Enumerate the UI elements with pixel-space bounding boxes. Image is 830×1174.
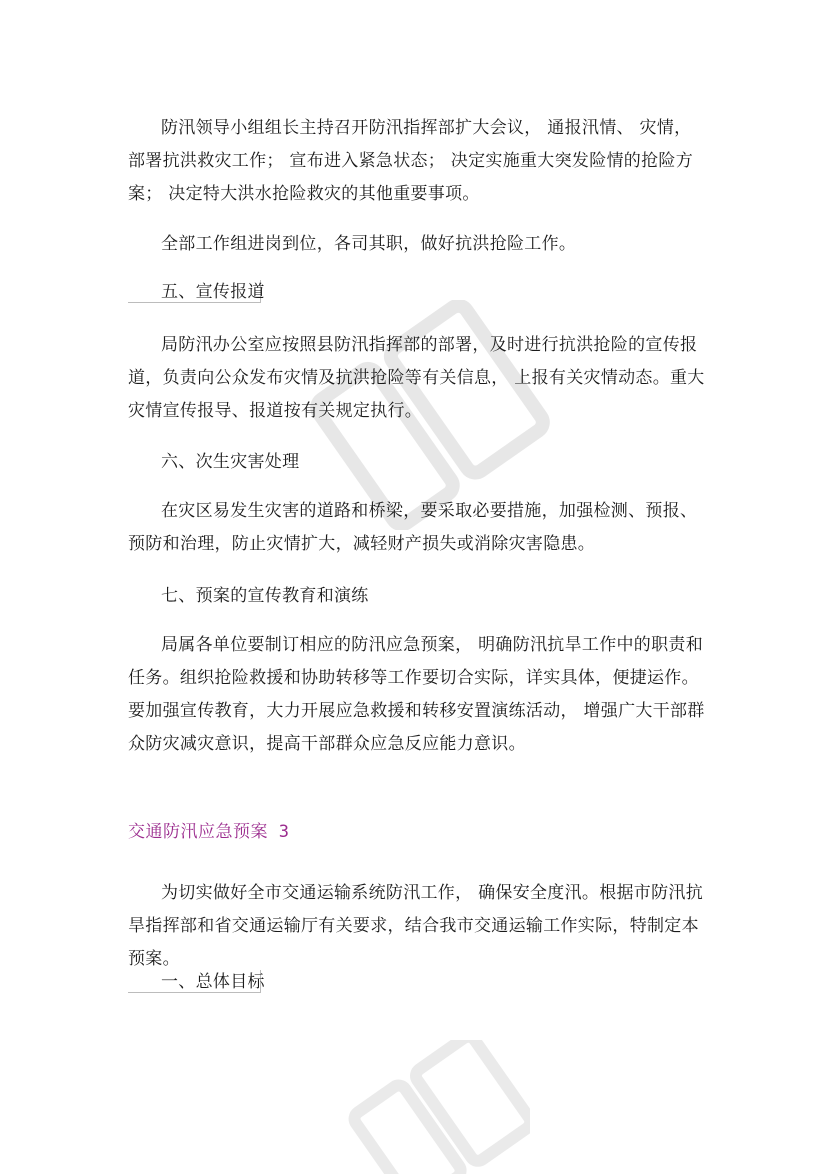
paragraph-work-groups: 全部工作组进岗到位，各司其职，做好抗洪抢险工作。 [161,234,577,254]
paragraph-publicity: 局防汛办公室应按照县防汛指挥部的部署，及时进行抗洪抢险的宣传报道，负责向公众发布灾情及抗洪抢险等有关信息， 上报有关灾情动态。重大灾情宣传报导、报道按有关规定执行。 [128,335,705,421]
heading-drills: 七、预案的宣传教育和演练 [161,586,369,606]
paragraph-secondary-disaster: 在灾区易发生灾害的道路和桥梁，要采取必要措施，加强检测、预报、预防和治理，防止灾情扩大，减轻财产损失或消除灾害隐患。 [128,501,698,554]
section-title: 交通防汛应急预案 3 [128,822,290,842]
heading-overall-goal: 一、总体目标 [161,972,265,992]
heading-publicity: 五、宣传报道 [161,282,265,302]
paragraph-drills: 局属各单位要制订相应的防汛应急预案， 明确防汛抗旱工作中的职责和任务。组织抢险救援和协助转移等工作要切合实际，详实具体，便捷运作。要加强宣传教育，大力开展应急救援和转移安置演练活动， 增强广大干部群众防灾减灾意识，提高干部群众应急反应能力意识。 [128,635,705,754]
paragraph-emergency-meeting: 防汛领导小组组长主持召开防汛指挥部扩大会议， 通报汛情、 灾情， 部署抗洪救灾工作； 宣布进入紧急状态； 决定实施重大突发险情的抢险方案； 决定特大洪水抢险救灾的其他重要事项。 [128,118,694,204]
paragraph-intro: 为切实做好全市交通运输系统防汛工作， 确保安全度汛。根据市防汛抗旱指挥部和省交通运输厅有关要求，结合我市交通运输工作实际，特制定本预案。 [128,883,704,969]
heading-secondary-disaster: 六、次生灾害处理 [161,452,300,472]
watermark-logo-bottom [330,1040,530,1174]
